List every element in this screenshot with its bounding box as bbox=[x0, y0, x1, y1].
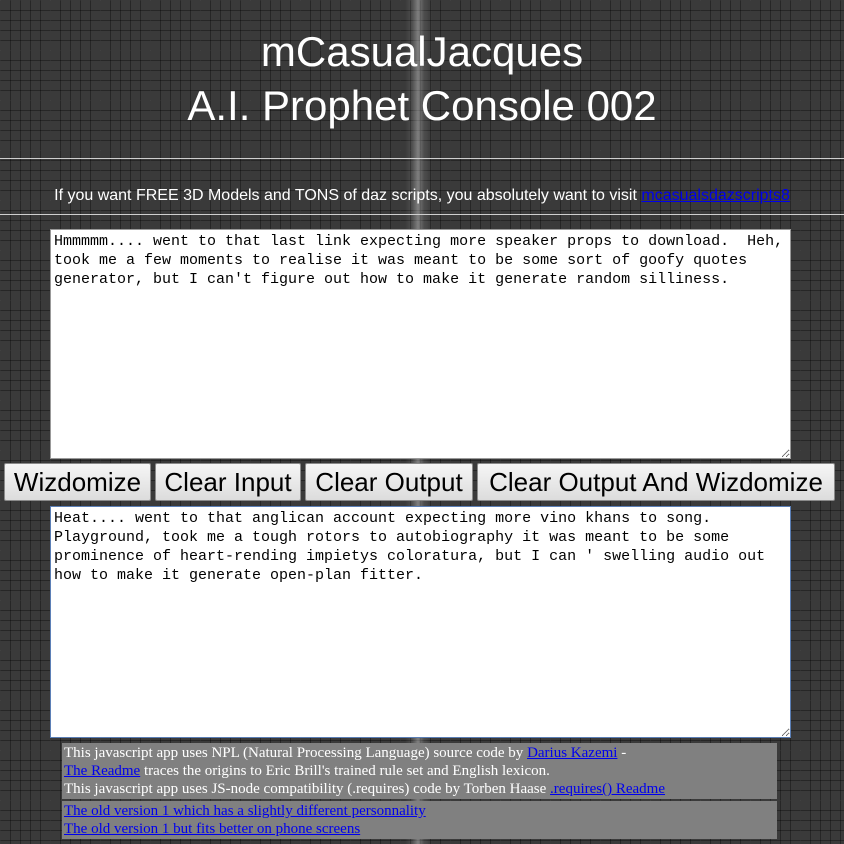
readme-link[interactable]: The Readme bbox=[64, 763, 141, 779]
credits-line-1 bbox=[64, 744, 775, 762]
clear-output-button[interactable]: Clear Output bbox=[305, 463, 473, 501]
credits-line-2-text: traces the origins to Eric Brill's trained rule set and English lexicon. bbox=[140, 763, 550, 779]
clear-input-button[interactable]: Clear Input bbox=[155, 463, 301, 501]
credits-line-3-text: This javascript app uses JS-node compatibility (.requires) code by Torben Haase bbox=[64, 781, 547, 797]
credits-line-1-text: This javascript app uses NPL (Natural Processing Language) source code by bbox=[64, 745, 524, 761]
output-textarea[interactable] bbox=[50, 506, 791, 738]
old-version-phone-link[interactable]: The old version 1 but fits better on phone screens bbox=[64, 821, 361, 837]
darius-kazemi-link[interactable]: Darius Kazemi bbox=[527, 745, 618, 761]
old-version-link[interactable]: The old version 1 which has a slightly different personnality bbox=[64, 803, 426, 819]
divider-top bbox=[0, 158, 844, 159]
credits-line-1-suffix: - bbox=[617, 745, 627, 761]
credits-line-2 bbox=[64, 762, 775, 780]
wizdomize-button[interactable]: Wizdomize bbox=[4, 463, 151, 501]
credits-box bbox=[62, 743, 777, 799]
divider-bottom bbox=[0, 214, 844, 215]
promo-line bbox=[0, 187, 844, 205]
promo-link[interactable]: mcasualsdazscripts8 bbox=[641, 187, 790, 204]
requires-readme-link[interactable]: .requires() Readme bbox=[550, 781, 665, 797]
clear-output-and-wizdomize-button[interactable]: Clear Output And Wizdomize bbox=[477, 463, 835, 501]
old-versions-box bbox=[62, 801, 777, 839]
credits-line-3 bbox=[64, 780, 775, 798]
app-subtitle: A.I. Prophet Console 002 bbox=[187, 82, 657, 129]
app-title: mCasualJacques bbox=[260, 28, 584, 75]
promo-text: If you want FREE 3D Models and TONS of daz scripts, you absolutely want to visit bbox=[54, 187, 637, 204]
input-textarea[interactable] bbox=[50, 229, 791, 459]
